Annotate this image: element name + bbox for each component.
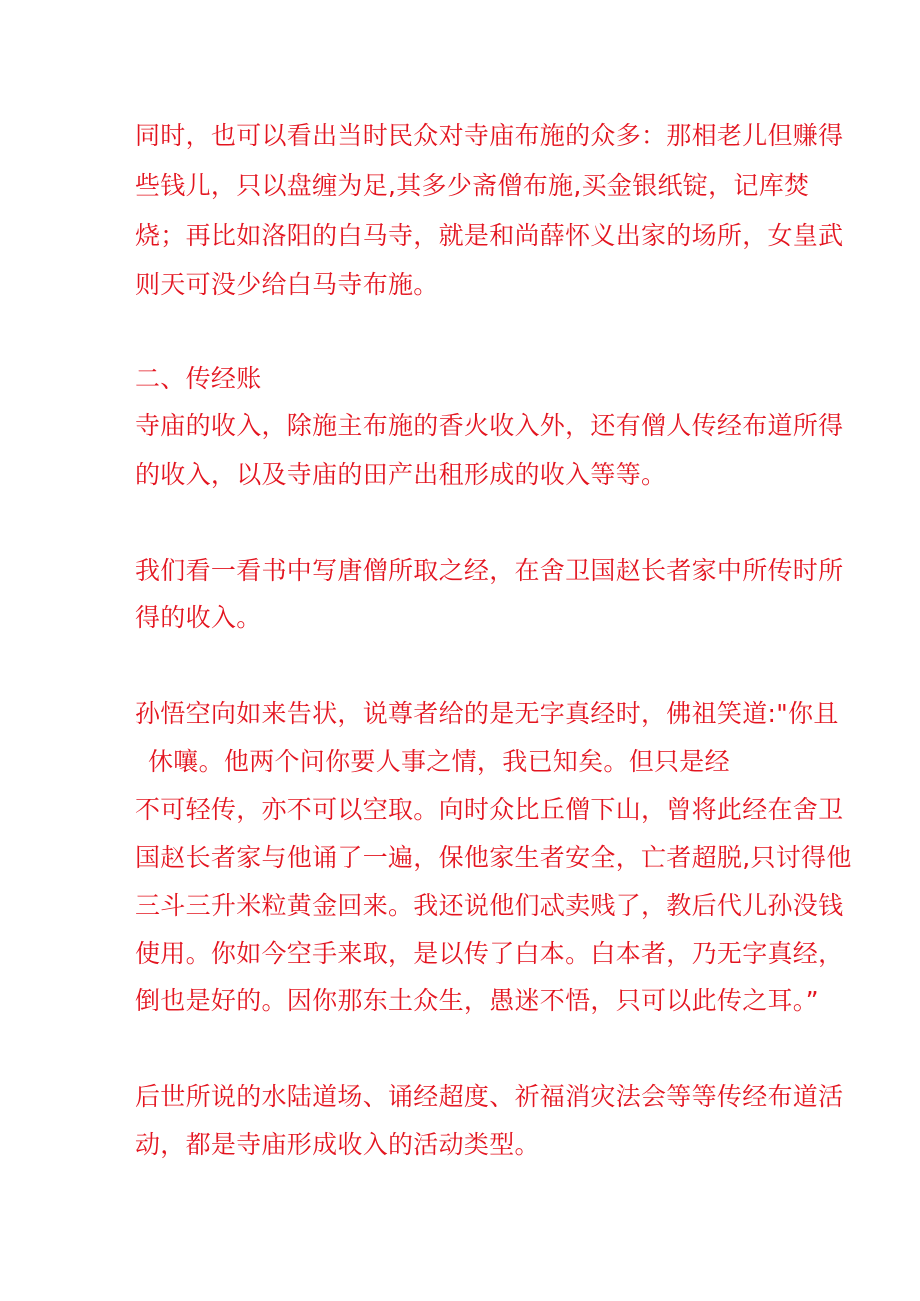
quote-line-3: 不可轻传，亦不可以空取。向时众比丘僧下山，曾将此经在舍卫 xyxy=(135,795,844,824)
paragraph-2-line-1: 寺庙的收入，除施主布施的香火收入外，还有僧人传经布道所得 xyxy=(135,411,844,440)
paragraph-1-line-4: 则天可没少给白马寺布施。 xyxy=(135,270,439,299)
quote-line-6: 使用。你如今空手来取，是以传了白本。白本者，乃无字真经， xyxy=(135,939,844,968)
paragraph-4-line-1: 后世所说的水陆道场、诵经超度、祈福消灾法会等等传经布道活 xyxy=(135,1082,844,1111)
paragraph-3-line-1: 我们看一看书中写唐僧所取之经，在舍卫国赵长者家中所传时所 xyxy=(135,556,844,585)
section-heading: 二、传经账 xyxy=(135,364,262,393)
quote-line-7: 倒也是好的。因你那东土众生，愚迷不悟，只可以此传之耳。” xyxy=(135,986,819,1015)
quote-line-1: 孙悟空向如来告状，说尊者给的是无字真经时，佛祖笑道:"你且 xyxy=(135,699,839,728)
paragraph-3-line-2: 得的收入。 xyxy=(135,603,262,632)
paragraph-1-line-3: 烧；再比如洛阳的白马寺，就是和尚薛怀义出家的场所，女皇武 xyxy=(135,221,844,250)
paragraph-4-line-2: 动，都是寺庙形成收入的活动类型。 xyxy=(135,1130,540,1159)
paragraph-2-line-2: 的收入，以及寺庙的田产出租形成的收入等等。 xyxy=(135,460,667,489)
paragraph-1-line-1: 同时，也可以看出当时民众对寺庙布施的众多：那相老儿但赚得 xyxy=(135,121,844,150)
quote-line-5: 三斗三升米粒黄金回来。我还说他们忒卖贱了，教后代儿孙没钱 xyxy=(135,891,844,920)
quote-line-2: 休嚷。他两个问你要人事之情，我已知矣。但只是经 xyxy=(148,747,730,776)
quote-line-4: 国赵长者家与他诵了一遍，保他家生者安全，亡者超脱,只讨得他 xyxy=(135,843,852,872)
paragraph-1-line-2: 些钱儿，只以盘缠为足,其多少斋僧布施,买金银纸锭，记库焚 xyxy=(135,171,810,200)
